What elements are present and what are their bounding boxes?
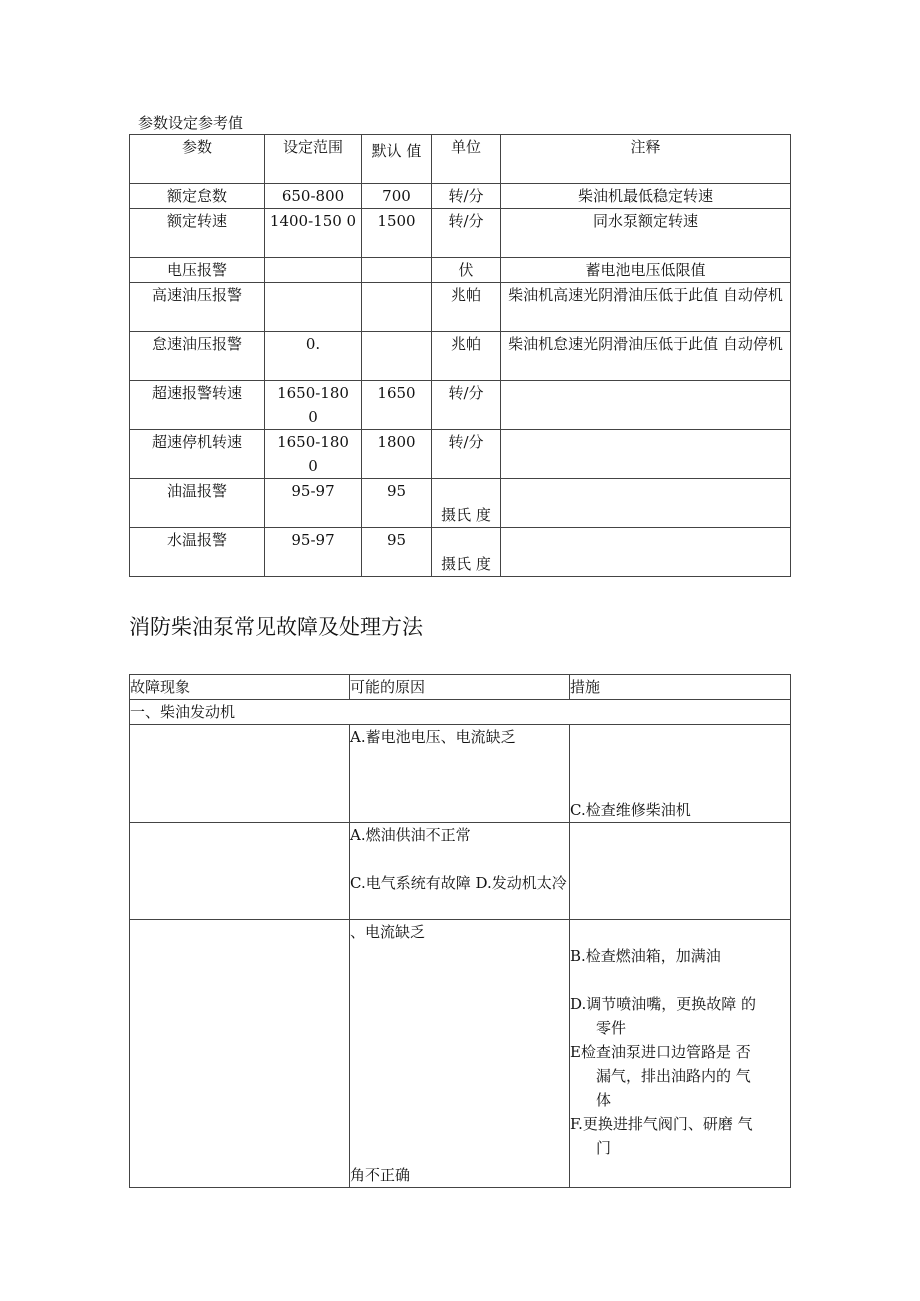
measure-line: 漏气，排出油路内的 气 xyxy=(596,1067,751,1085)
cell-range xyxy=(265,283,362,332)
measure-line: D.调节喷油嘴，更换故障 的 xyxy=(570,995,757,1013)
header-cell: 单位 xyxy=(432,135,501,184)
header-cell: 注释 xyxy=(501,135,791,184)
cell-default xyxy=(362,283,432,332)
cause-line: 、电流缺乏 xyxy=(350,923,426,941)
cell-default xyxy=(362,258,432,283)
cell-param: 水温报警 xyxy=(130,528,265,577)
cell-note xyxy=(501,479,791,528)
cell-symptom xyxy=(130,823,350,920)
measure-line: 零件 xyxy=(596,1019,627,1037)
cell-unit: 摄氏 度 xyxy=(432,479,501,528)
table-row xyxy=(130,823,791,920)
table-caption: 参数设定参考值 xyxy=(138,114,244,132)
table-row xyxy=(130,283,791,332)
cell-param: 高速油压报警 xyxy=(130,283,265,332)
cell-param: 油温报警 xyxy=(130,479,265,528)
cell-note: 柴油机最低稳定转速 xyxy=(501,184,791,209)
cell-measure xyxy=(570,920,791,1188)
table-row xyxy=(130,184,791,209)
cell-default: 95 xyxy=(362,528,432,577)
fault-table xyxy=(129,674,791,1188)
cell-range xyxy=(265,258,362,283)
cell-default xyxy=(362,332,432,381)
cell-unit: 兆帕 xyxy=(432,332,501,381)
measure-line: F.更换进排气阀门、研磨 气 xyxy=(570,1115,753,1133)
cell-param: 怠速油压报警 xyxy=(130,332,265,381)
table-header-row xyxy=(130,135,791,184)
cell-default: 1800 xyxy=(362,430,432,479)
cell-param: 电压报警 xyxy=(130,258,265,283)
table-row xyxy=(130,332,791,381)
cell-param: 额定怠数 xyxy=(130,184,265,209)
cell-unit: 转/分 xyxy=(432,430,501,479)
table-row xyxy=(130,725,791,823)
cell-range: 1650-180 0 xyxy=(265,381,362,430)
cell-symptom xyxy=(130,725,350,823)
cell-range: 1650-180 0 xyxy=(265,430,362,479)
cause-line: 角不正确 xyxy=(350,1166,411,1184)
parameter-table xyxy=(129,134,791,577)
cell-note xyxy=(501,528,791,577)
measure-line: E检查油泵进口边管路是 否 xyxy=(570,1043,751,1061)
cell-unit: 转/分 xyxy=(432,209,501,258)
cause-line: C.电气系统有故障 D.发动机太冷 xyxy=(350,874,567,892)
cell-note: 柴油机怠速光阴滑油压低于此值 自动停机 xyxy=(501,332,791,381)
header-cell: 参数 xyxy=(130,135,265,184)
section-heading: 消防柴油泵常见故障及处理方法 xyxy=(129,615,423,639)
cell-range: 650-800 xyxy=(265,184,362,209)
header-cell: 措施 xyxy=(570,675,791,700)
header-cell: 默认 值 xyxy=(362,135,432,184)
cell-note: 蓄电池电压低限值 xyxy=(501,258,791,283)
section-row xyxy=(130,700,791,725)
header-cell: 故障现象 xyxy=(130,675,350,700)
table-row xyxy=(130,528,791,577)
cell-unit: 兆帕 xyxy=(432,283,501,332)
cell-measure: C.检查维修柴油机 xyxy=(570,725,791,823)
table-row xyxy=(130,430,791,479)
cell-default: 1500 xyxy=(362,209,432,258)
section-cell: 一、柴油发动机 xyxy=(130,700,791,725)
cell-unit: 摄氏 度 xyxy=(432,528,501,577)
cell-cause xyxy=(350,823,570,920)
table-row xyxy=(130,381,791,430)
cell-param: 超速停机转速 xyxy=(130,430,265,479)
cell-range: 95-97 xyxy=(265,479,362,528)
cell-default: 95 xyxy=(362,479,432,528)
cell-range: 1400-150 0 xyxy=(265,209,362,258)
cell-default: 700 xyxy=(362,184,432,209)
cell-default: 1650 xyxy=(362,381,432,430)
cell-note: 柴油机高速光阴滑油压低于此值 自动停机 xyxy=(501,283,791,332)
cell-cause xyxy=(350,920,570,1188)
measure-line: 体 xyxy=(596,1091,612,1109)
table-row xyxy=(130,479,791,528)
header-cell: 可能的原因 xyxy=(350,675,570,700)
table-row xyxy=(130,209,791,258)
cell-measure xyxy=(570,823,791,920)
measure-line: 门 xyxy=(596,1139,612,1157)
table-header-row xyxy=(130,675,791,700)
cell-range: 0. xyxy=(265,332,362,381)
table-row xyxy=(130,920,791,1188)
cell-note xyxy=(501,430,791,479)
cell-symptom xyxy=(130,920,350,1188)
cell-note: 同水泵额定转速 xyxy=(501,209,791,258)
cell-range: 95-97 xyxy=(265,528,362,577)
cell-param: 超速报警转速 xyxy=(130,381,265,430)
cell-unit: 伏 xyxy=(432,258,501,283)
cause-line: A.燃油供油不正常 xyxy=(350,826,471,844)
cell-note xyxy=(501,381,791,430)
header-cell: 设定范围 xyxy=(265,135,362,184)
cell-unit: 转/分 xyxy=(432,381,501,430)
table-row xyxy=(130,258,791,283)
cell-param: 额定转速 xyxy=(130,209,265,258)
cell-cause: A.蓄电池电压、电流缺乏 xyxy=(350,725,570,823)
cell-unit: 转/分 xyxy=(432,184,501,209)
measure-line: B.检查燃油箱，加满油 xyxy=(570,947,721,965)
